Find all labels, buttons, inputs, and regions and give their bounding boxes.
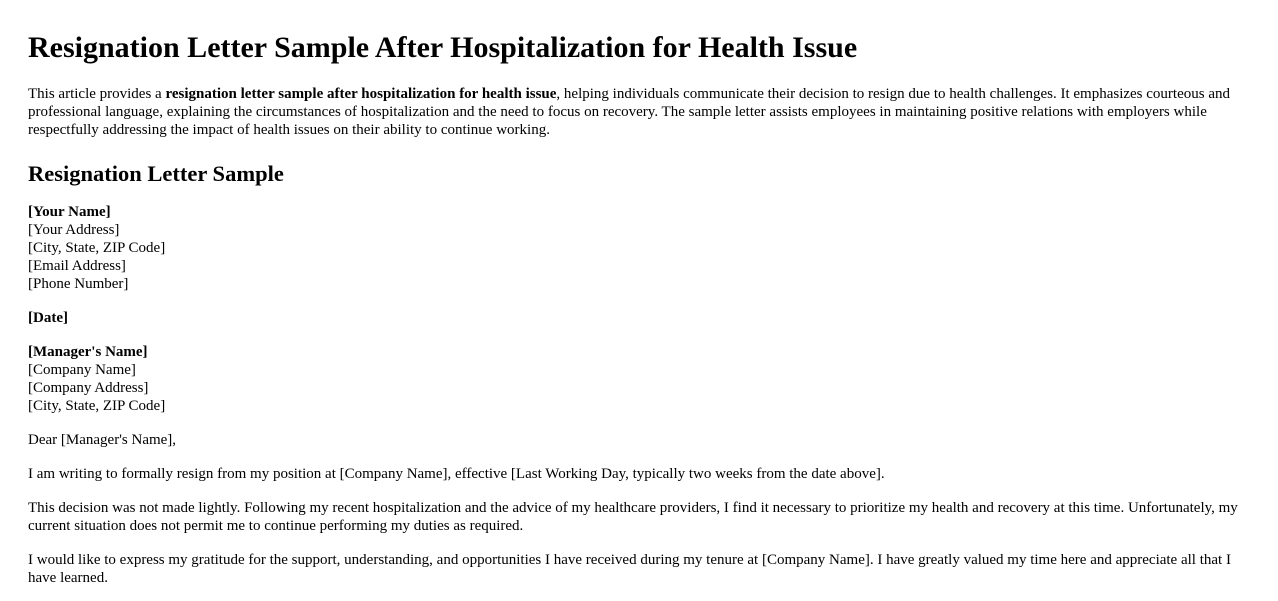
intro-text-after: , helping individuals communicate their decision to resign due to health challenges. It emphasizes courteous and professional language, explaining the circumstances of hospitalization and the need to focus on recovery. The sample letter assists employees in maintaining positive relations with employers while respectfully addressing the impact of health issues on their ability to continue working. [28, 86, 1230, 138]
recipient-block [28, 343, 1250, 415]
sender-email: [Email Address] [28, 258, 126, 274]
page-title: Resignation Letter Sample After Hospitalization for Health Issue [28, 31, 858, 64]
recipient-name: [Manager's Name] [28, 344, 148, 360]
sender-name: [Your Name] [28, 204, 111, 220]
date-block [28, 309, 1250, 327]
letter-paragraph-3: I would like to express my gratitude for the support, understanding, and opportunities I have received during my tenure at [Company Name]. I have greatly valued my time here and appreciate all that I have learned. [28, 552, 1231, 586]
recipient-city: [City, State, ZIP Code] [28, 398, 166, 414]
intro-keyword: resignation letter sample after hospitalization for health issue [165, 86, 557, 102]
section-heading: Resignation Letter Sample [28, 161, 284, 186]
letter-paragraph-2: This decision was not made lightly. Following my recent hospitalization and the advice of my healthcare providers, I find it necessary to prioritize my health and recovery at this time. Unfortunately, my current situation does not permit me to continue performing my duties as required. [28, 500, 1238, 534]
salutation: Dear [Manager's Name], [28, 432, 177, 448]
letter-date: [Date] [28, 310, 68, 326]
intro-paragraph [28, 85, 1250, 139]
sender-phone: [Phone Number] [28, 276, 129, 292]
recipient-company: [Company Name] [28, 362, 136, 378]
recipient-address: [Company Address] [28, 380, 149, 396]
sender-address: [Your Address] [28, 222, 120, 238]
sender-block [28, 203, 1250, 293]
letter-paragraph-1: I am writing to formally resign from my position at [Company Name], effective [Last Working Day, typically two weeks from the date above]. [28, 466, 885, 482]
intro-text-before: This article provides a [28, 86, 166, 102]
sender-city: [City, State, ZIP Code] [28, 240, 166, 256]
